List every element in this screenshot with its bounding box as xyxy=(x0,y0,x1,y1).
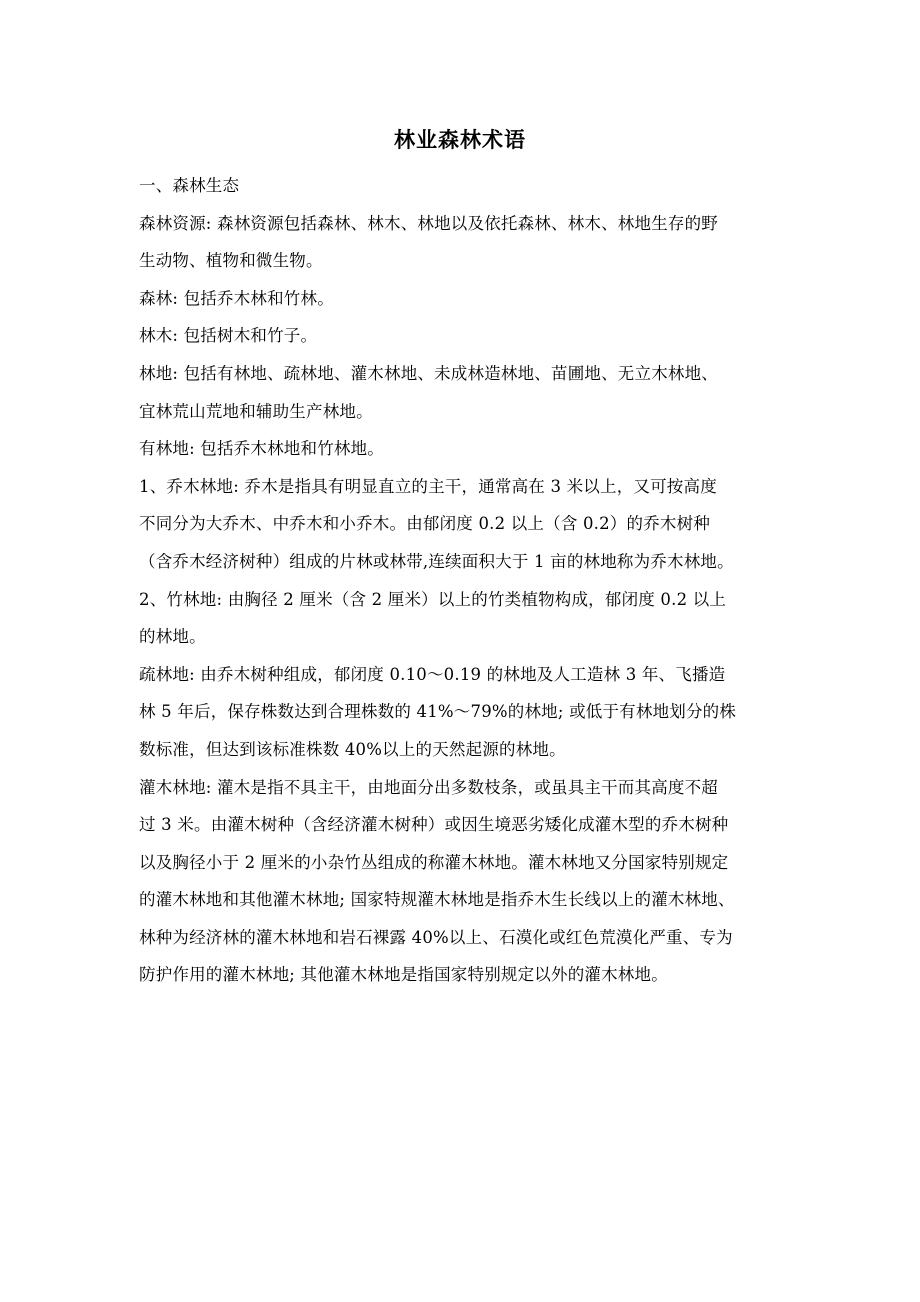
paragraph-line: 林种为经济林的灌木林地和岩石裸露 40%以上、石漠化或红色荒漠化严重、专为 xyxy=(139,927,733,947)
document-title: 林业森林术语 xyxy=(394,128,526,152)
paragraph-line: 森林资源: 森林资源包括森林、林木、林地以及依托森林、林木、林地生存的野 xyxy=(139,213,719,233)
paragraph-line: 不同分为大乔木、中乔木和小乔木。由郁闭度 0.2 以上（含 0.2）的乔木树种 xyxy=(139,514,711,534)
paragraph-line: 过 3 米。由灌木树种（含经济灌木树种）或因生境恶劣矮化成灌木型的乔木树种 xyxy=(139,815,729,835)
paragraph-line: 2、竹林地: 由胸径 2 厘米（含 2 厘米）以上的竹类植物构成，郁闭度 0.2 以上 xyxy=(139,589,727,609)
paragraph-line: 的灌木林地和其他灌木林地; 国家特规灌木林地是指乔木生长线以上的灌木林地、 xyxy=(139,890,735,910)
paragraph-line: 以及胸径小于 2 厘米的小杂竹丛组成的称灌木林地。灌木林地又分国家特别规定 xyxy=(139,852,729,872)
paragraph-line: 灌木林地: 灌木是指不具主干，由地面分出多数枝条，或虽具主干而其高度不超 xyxy=(139,777,719,797)
paragraph-line: 林木: 包括树木和竹子。 xyxy=(139,326,318,346)
paragraph-line: 1、乔木林地: 乔木是指具有明显直立的主干，通常高在 3 米以上，又可按高度 xyxy=(139,476,717,496)
paragraph-line: 森林: 包括乔木林和竹林。 xyxy=(139,288,334,308)
paragraph-line: 的林地。 xyxy=(139,627,206,647)
paragraph-line: 防护作用的灌木林地; 其他灌木林地是指国家特别规定以外的灌木林地。 xyxy=(139,965,668,985)
paragraph-line: 林 5 年后，保存株数达到合理株数的 41%～79%的林地; 或低于有林地划分的株 xyxy=(139,702,737,722)
paragraph-line: 有林地: 包括乔木林地和竹林地。 xyxy=(139,439,385,459)
paragraph-line: 数标准，但达到该标准株数 40%以上的天然起源的林地。 xyxy=(139,739,566,759)
document-body xyxy=(139,167,789,994)
paragraph-line: 林地: 包括有林地、疏林地、灌木林地、未成林造林地、苗圃地、无立木林地、 xyxy=(139,363,719,383)
paragraph-line: 疏林地: 由乔木树种组成，郁闭度 0.10～0.19 的林地及人工造林 3 年、飞播造 xyxy=(139,664,726,684)
paragraph-line: 生动物、植物和微生物。 xyxy=(139,251,323,271)
section-heading: 一、森林生态 xyxy=(139,176,240,195)
paragraph-line: 宜林荒山荒地和辅助生产林地。 xyxy=(139,401,373,421)
paragraph-line: （含乔木经济树种）组成的片林或林带,连续面积大于 1 亩的林地称为乔木林地。 xyxy=(139,551,734,571)
